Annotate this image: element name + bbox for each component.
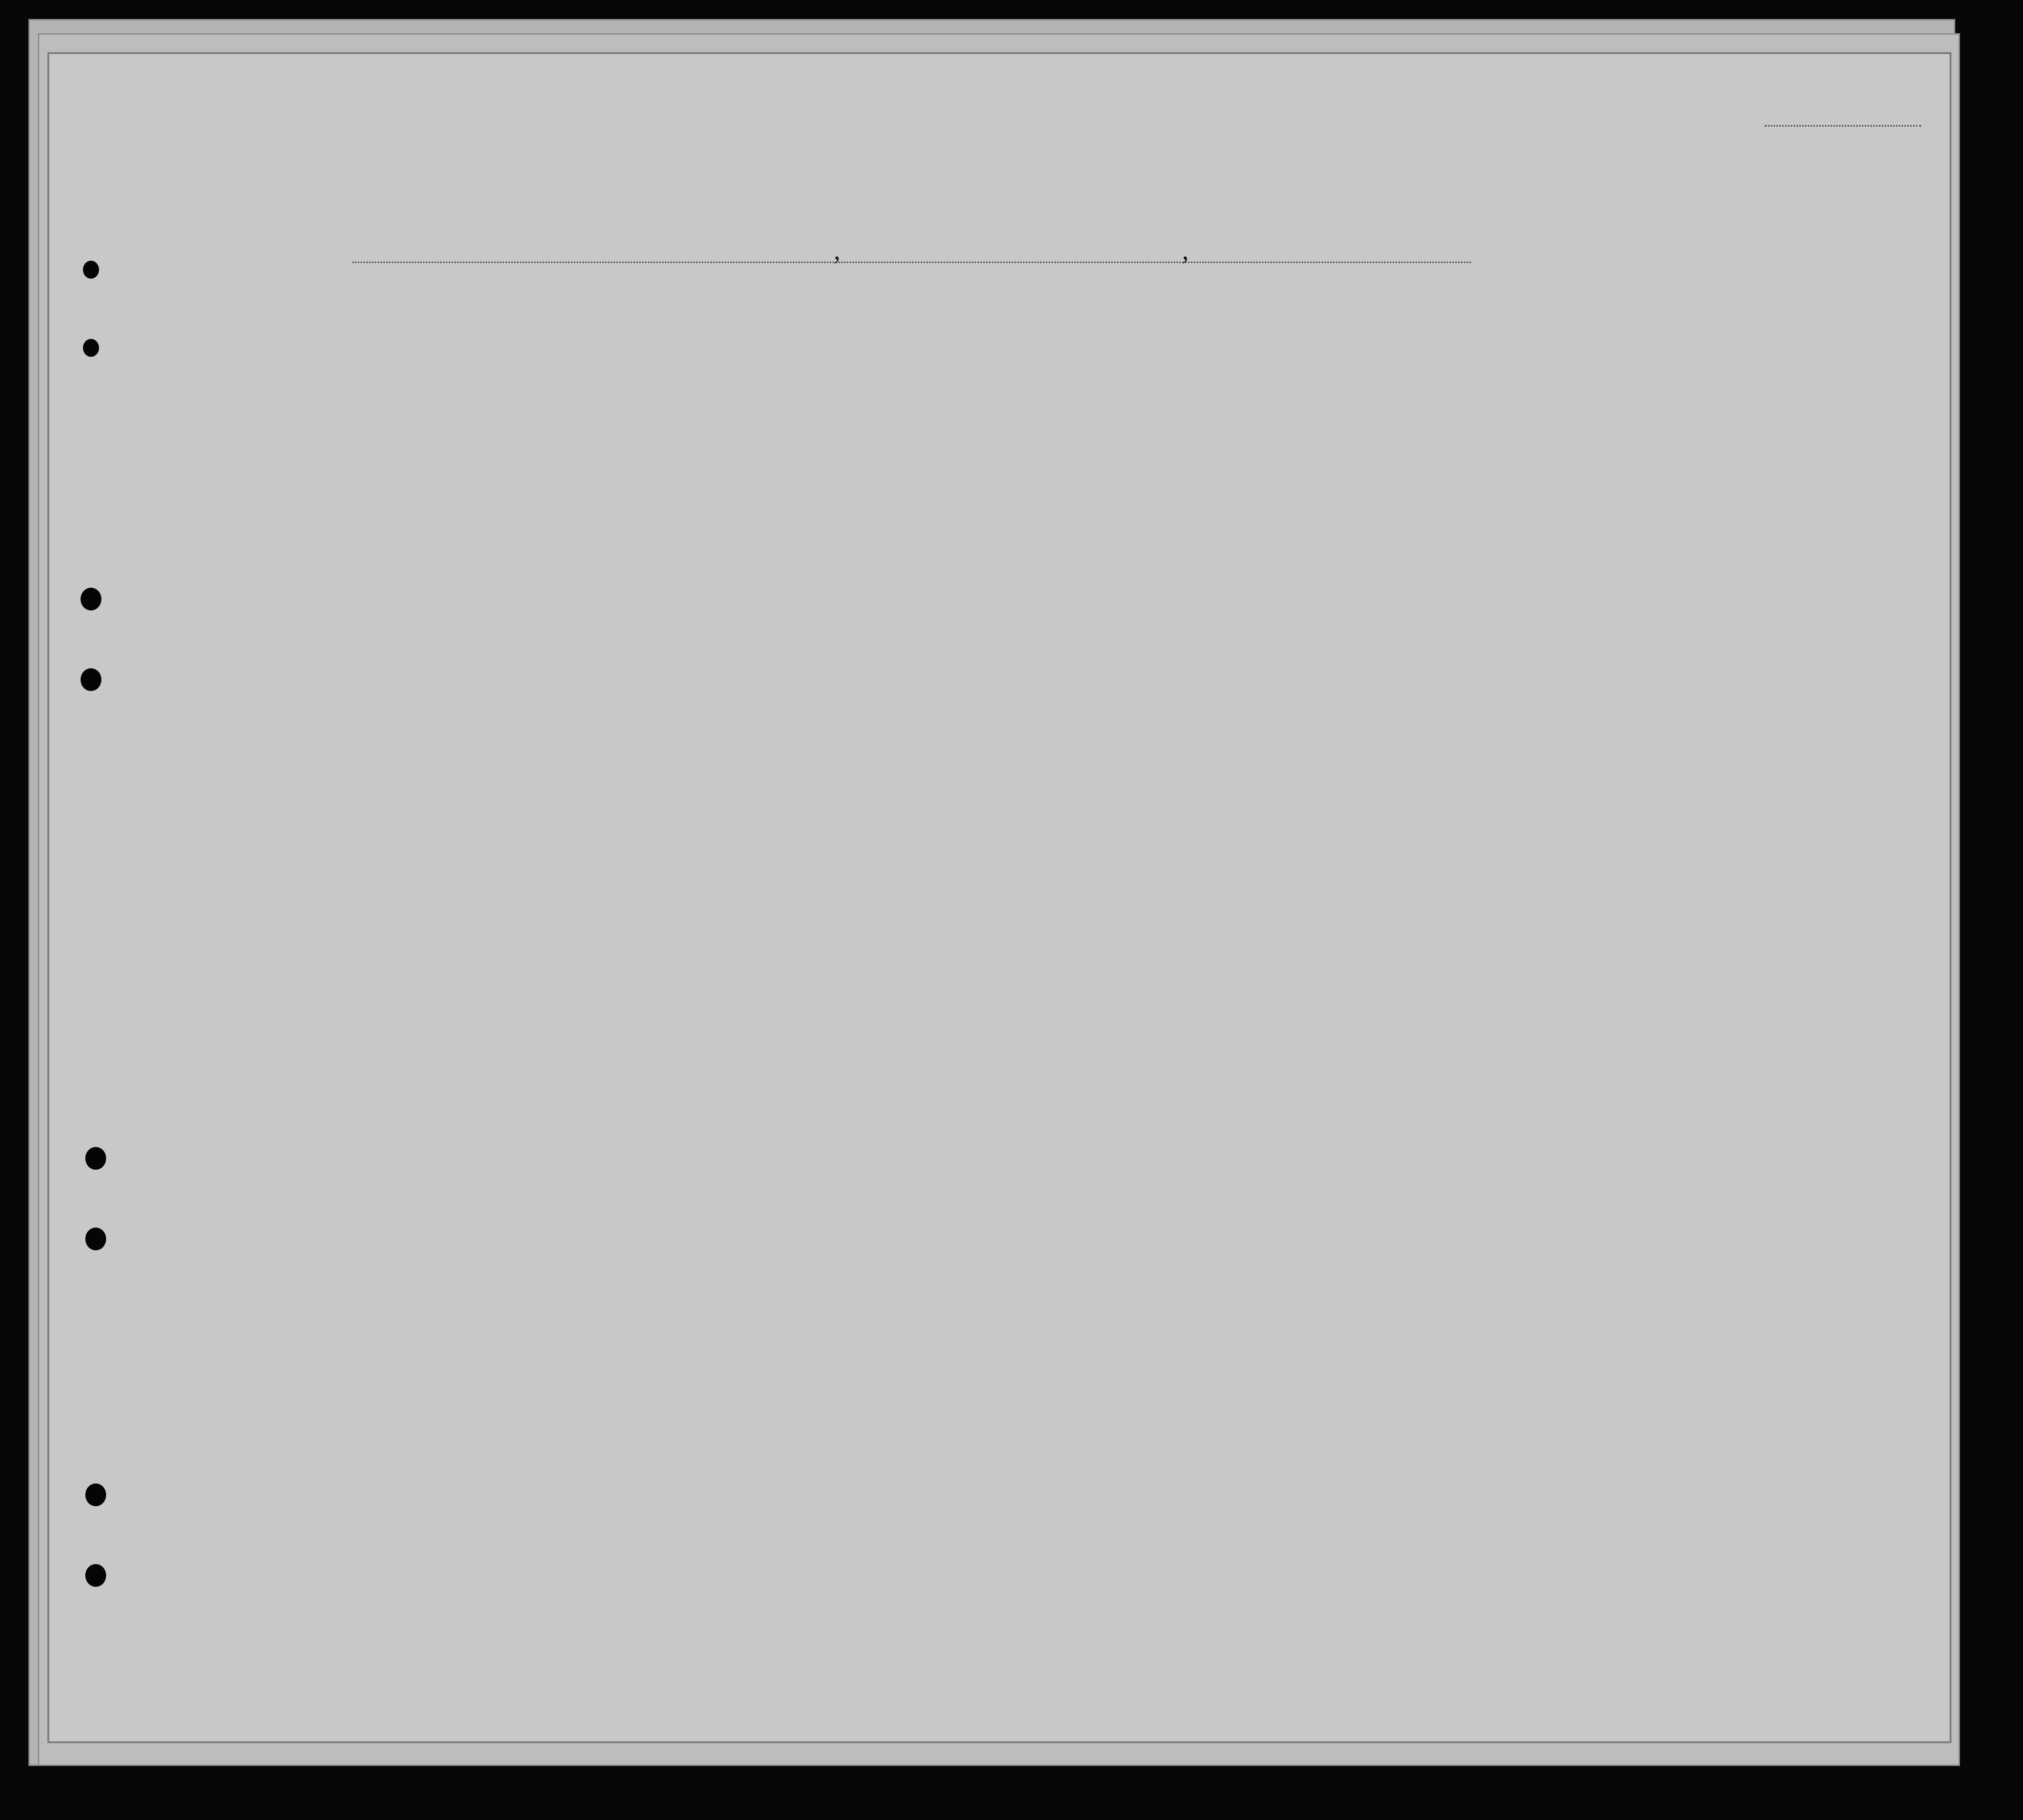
- binder-hole: [85, 1483, 106, 1506]
- binder-hole: [81, 668, 101, 691]
- binder-hole: [85, 1147, 106, 1170]
- binder-ring: [83, 261, 99, 279]
- binder-hole: [85, 1564, 106, 1587]
- binder-hole: [85, 1228, 106, 1250]
- arrival-comma: ,: [1182, 235, 1189, 265]
- arrival-comma: ,: [834, 235, 841, 265]
- binder-ring: [83, 339, 99, 357]
- manifest-page: [47, 52, 1951, 1743]
- arrival-dotted-line: [353, 259, 1471, 263]
- binder-hole: [81, 588, 101, 610]
- table-grid: [49, 54, 1950, 1741]
- list-number-field: [1765, 106, 1921, 127]
